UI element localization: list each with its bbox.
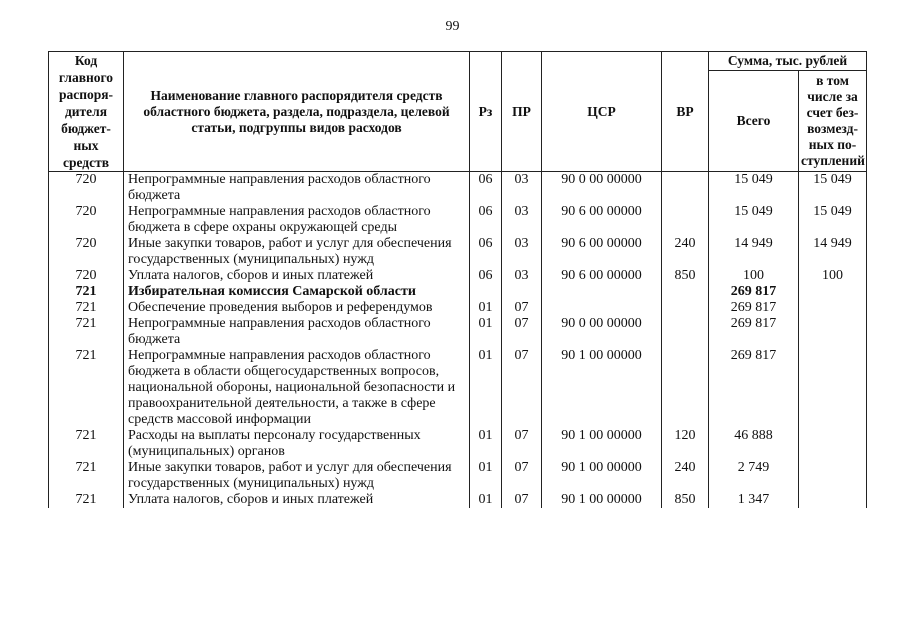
cell-vr	[662, 204, 709, 236]
cell-csr: 90 0 00 00000	[542, 172, 662, 205]
cell-code: 721	[49, 284, 124, 300]
cell-pr: 07	[502, 316, 542, 348]
table-row	[49, 428, 867, 460]
cell-name: Обеспечение проведения выборов и референдумов	[124, 300, 470, 316]
table-row	[49, 492, 867, 508]
table-row	[49, 348, 867, 428]
cell-vr	[662, 284, 709, 300]
cell-code: 721	[49, 460, 124, 492]
cell-code: 720	[49, 236, 124, 268]
cell-csr: 90 6 00 00000	[542, 204, 662, 236]
page-number: 99	[445, 19, 460, 34]
cell-rz: 01	[470, 492, 502, 508]
cell-total: 100	[709, 268, 799, 284]
cell-vr	[662, 348, 709, 428]
cell-code: 721	[49, 348, 124, 428]
header-vr: ВР	[662, 52, 709, 172]
cell-gratuitous: 15 049	[799, 204, 867, 236]
cell-gratuitous	[799, 284, 867, 300]
cell-name: Избирательная комиссия Самарской области	[124, 284, 470, 300]
cell-csr	[542, 300, 662, 316]
cell-csr: 90 0 00 00000	[542, 316, 662, 348]
table-header	[49, 52, 867, 172]
cell-pr: 03	[502, 268, 542, 284]
cell-total: 1 347	[709, 492, 799, 508]
header-name: Наименование главного распорядителя средств областного бюджета, раздела, подраздела, целевой статьи, подгруппы видов расходов	[124, 52, 470, 172]
cell-total: 269 817	[709, 316, 799, 348]
table-row	[49, 460, 867, 492]
cell-name: Уплата налогов, сборов и иных платежей	[124, 268, 470, 284]
cell-pr	[502, 284, 542, 300]
cell-code: 721	[49, 300, 124, 316]
cell-csr: 90 6 00 00000	[542, 236, 662, 268]
cell-csr: 90 1 00 00000	[542, 348, 662, 428]
header-csr: ЦСР	[542, 52, 662, 172]
cell-total: 269 817	[709, 300, 799, 316]
header-total: Всего	[709, 71, 799, 172]
cell-rz: 06	[470, 204, 502, 236]
cell-code: 721	[49, 316, 124, 348]
cell-pr: 03	[502, 236, 542, 268]
cell-vr: 850	[662, 492, 709, 508]
table-row	[49, 300, 867, 316]
cell-gratuitous	[799, 460, 867, 492]
table-row	[49, 268, 867, 284]
cell-total: 269 817	[709, 284, 799, 300]
cell-vr: 240	[662, 236, 709, 268]
cell-pr: 07	[502, 428, 542, 460]
cell-rz: 01	[470, 348, 502, 428]
cell-pr: 03	[502, 172, 542, 205]
cell-gratuitous: 100	[799, 268, 867, 284]
cell-vr: 120	[662, 428, 709, 460]
cell-vr	[662, 300, 709, 316]
cell-vr: 850	[662, 268, 709, 284]
cell-pr: 07	[502, 300, 542, 316]
cell-rz: 01	[470, 460, 502, 492]
cell-csr	[542, 284, 662, 300]
cell-name: Иные закупки товаров, работ и услуг для обеспечения государственных (муниципальных) нужд	[124, 236, 470, 268]
cell-vr	[662, 172, 709, 205]
cell-total: 2 749	[709, 460, 799, 492]
cell-rz: 01	[470, 316, 502, 348]
cell-gratuitous	[799, 492, 867, 508]
cell-gratuitous: 15 049	[799, 172, 867, 205]
cell-name: Расходы на выплаты персоналу государственных (муниципальных) органов	[124, 428, 470, 460]
cell-name: Непрограммные направления расходов областного бюджета в области общегосударственных вопросов, национальной обороны, национальной безопасности и правоохранительной деятельности, а также в сфере средств массовой информации	[124, 348, 470, 428]
cell-csr: 90 6 00 00000	[542, 268, 662, 284]
cell-total: 46 888	[709, 428, 799, 460]
cell-name: Непрограммные направления расходов областного бюджета	[124, 316, 470, 348]
cell-vr	[662, 316, 709, 348]
cell-rz: 06	[470, 236, 502, 268]
cell-total: 15 049	[709, 204, 799, 236]
header-gratuitous: в том числе за счет без-возмезд-ных по-ступлений	[799, 71, 867, 172]
cell-csr: 90 1 00 00000	[542, 428, 662, 460]
cell-pr: 07	[502, 460, 542, 492]
table-row	[49, 284, 867, 300]
cell-pr: 03	[502, 204, 542, 236]
header-rz: Рз	[470, 52, 502, 172]
cell-name: Уплата налогов, сборов и иных платежей	[124, 492, 470, 508]
table-body	[49, 172, 867, 509]
cell-name: Непрограммные направления расходов областного бюджета в сфере охраны окружающей среды	[124, 204, 470, 236]
cell-total: 14 949	[709, 236, 799, 268]
cell-vr: 240	[662, 460, 709, 492]
table-row	[49, 172, 867, 205]
table-row	[49, 236, 867, 268]
cell-pr: 07	[502, 492, 542, 508]
cell-total: 15 049	[709, 172, 799, 205]
cell-gratuitous	[799, 348, 867, 428]
cell-code: 720	[49, 204, 124, 236]
cell-gratuitous	[799, 300, 867, 316]
cell-pr: 07	[502, 348, 542, 428]
header-code: Код главного распоря-дителя бюджет-ных средств	[49, 52, 124, 172]
cell-rz: 06	[470, 172, 502, 205]
cell-name: Непрограммные направления расходов областного бюджета	[124, 172, 470, 205]
table-row	[49, 204, 867, 236]
cell-total: 269 817	[709, 348, 799, 428]
cell-rz: 06	[470, 268, 502, 284]
cell-csr: 90 1 00 00000	[542, 492, 662, 508]
table-row	[49, 316, 867, 348]
cell-gratuitous: 14 949	[799, 236, 867, 268]
cell-rz	[470, 284, 502, 300]
budget-table	[48, 51, 867, 508]
cell-name: Иные закупки товаров, работ и услуг для обеспечения государственных (муниципальных) нужд	[124, 460, 470, 492]
header-pr: ПР	[502, 52, 542, 172]
cell-code: 721	[49, 492, 124, 508]
cell-code: 720	[49, 172, 124, 205]
cell-gratuitous	[799, 428, 867, 460]
cell-code: 720	[49, 268, 124, 284]
cell-rz: 01	[470, 428, 502, 460]
cell-gratuitous	[799, 316, 867, 348]
header-sum-group: Сумма, тыс. рублей	[709, 52, 867, 71]
cell-rz: 01	[470, 300, 502, 316]
cell-csr: 90 1 00 00000	[542, 460, 662, 492]
cell-code: 721	[49, 428, 124, 460]
